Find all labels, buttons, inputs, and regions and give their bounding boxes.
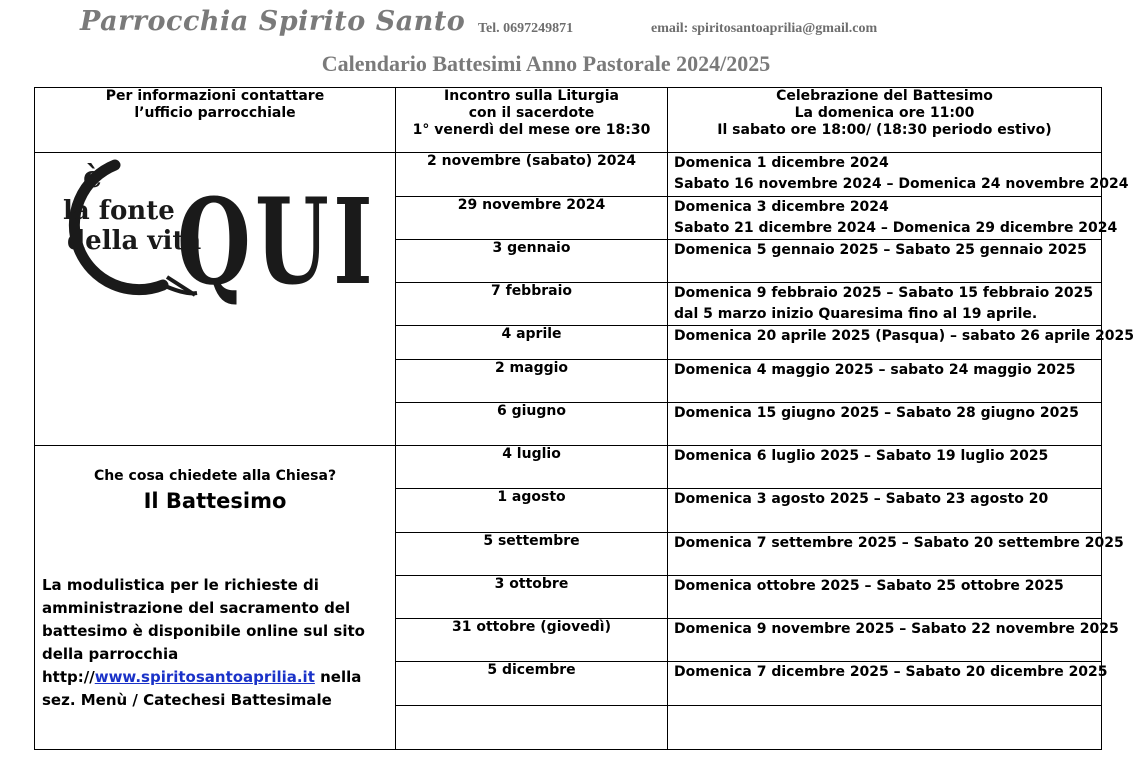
celebration-dates: Domenica 9 febbraio 2025 – Sabato 15 febbraio 2025 dal 5 marzo inizio Quaresima fino al 19 aprile. — [668, 283, 1102, 326]
baptism-info-cell — [35, 446, 396, 750]
liturgy-date: 3 ottobre — [396, 575, 668, 618]
parish-name: Parrocchia Spirito Santo — [80, 6, 466, 37]
baptism-calendar-table — [34, 87, 1134, 750]
liturgy-date: 31 ottobre (giovedì) — [396, 619, 668, 662]
celebration-dates: Domenica 7 dicembre 2025 – Sabato 20 dicembre 2025 — [668, 662, 1102, 705]
liturgy-date: 7 febbraio — [396, 283, 668, 326]
celebration-dates: Domenica 9 novembre 2025 – Sabato 22 novembre 2025 — [668, 619, 1102, 662]
qui-fonte-della-vita-logo — [45, 153, 385, 312]
parish-website-link[interactable]: www.spiritosantoaprilia.it — [94, 668, 315, 687]
celebration-dates: Domenica 6 luglio 2025 – Sabato 19 luglio 2025 — [668, 446, 1102, 489]
logo-cell — [35, 153, 396, 446]
table-row — [35, 446, 1102, 489]
liturgy-date: 5 dicembre — [396, 662, 668, 705]
celebration-dates: Domenica 1 dicembre 2024 Sabato 16 novembre 2024 – Domenica 24 novembre 2024 — [668, 153, 1102, 196]
celebration-dates — [668, 705, 1102, 749]
answer-text: Il Battesimo — [143, 489, 287, 514]
header-liturgy-meeting: Incontro sulla Liturgia con il sacerdote 1° venerdì del mese ore 18:30 — [396, 88, 668, 153]
celebration-dates: Domenica ottobre 2025 – Sabato 25 ottobre 2025 — [668, 575, 1102, 618]
liturgy-date: 3 gennaio — [396, 239, 668, 282]
table-row — [35, 153, 1102, 196]
liturgy-date: 4 aprile — [396, 326, 668, 359]
celebration-dates: Domenica 7 settembre 2025 – Sabato 20 settembre 2025 — [668, 532, 1102, 575]
logo-line2: della vita — [67, 226, 202, 257]
liturgy-date: 4 luglio — [396, 446, 668, 489]
logo-line1: la fonte — [63, 196, 175, 227]
celebration-dates: Domenica 4 maggio 2025 – sabato 24 maggio 2025 — [668, 359, 1102, 402]
celebration-dates: Domenica 20 aprile 2025 (Pasqua) – sabato 26 aprile 2025 — [668, 326, 1102, 359]
celebration-dates: Domenica 5 gennaio 2025 – Sabato 25 gennaio 2025 — [668, 239, 1102, 282]
parish-phone: Tel. 0697249871 — [478, 21, 574, 36]
liturgy-date: 29 novembre 2024 — [396, 196, 668, 239]
logo-e: è — [83, 160, 103, 196]
logo-word: QUI — [177, 172, 377, 312]
document-header — [0, 0, 1105, 86]
celebration-dates: Domenica 15 giugno 2025 – Sabato 28 giugno 2025 — [668, 402, 1102, 445]
liturgy-date: 6 giugno — [396, 402, 668, 445]
parish-email: email: spiritosantoaprilia@gmail.com — [651, 21, 878, 36]
header-contact-info: Per informazioni contattare l’ufficio parrocchiale — [35, 88, 396, 153]
liturgy-date: 2 maggio — [396, 359, 668, 402]
table-header-row — [35, 88, 1102, 153]
liturgy-date: 5 settembre — [396, 532, 668, 575]
forms-info-text: La modulistica per le richieste di amministrazione del sacramento del battesimo è disponibile online sul sito della parrocchia http://www.spiritosantoaprilia.it nella sez. Menù / Catechesi Battesimale — [42, 576, 365, 710]
liturgy-date — [396, 705, 668, 749]
calendar-title: Calendario Battesimi Anno Pastorale 2024/2025 — [321, 51, 771, 76]
celebration-dates: Domenica 3 dicembre 2024 Sabato 21 dicembre 2024 – Domenica 29 dicembre 2024 — [668, 196, 1102, 239]
liturgy-date: 2 novembre (sabato) 2024 — [396, 153, 668, 196]
header-baptism-celebration: Celebrazione del Battesimo La domenica ore 11:00 Il sabato ore 18:00/ (18:30 periodo estivo) — [668, 88, 1102, 153]
celebration-dates: Domenica 3 agosto 2025 – Sabato 23 agosto 20 — [668, 489, 1102, 532]
question-text: Che cosa chiedete alla Chiesa? — [93, 468, 337, 485]
liturgy-date: 1 agosto — [396, 489, 668, 532]
